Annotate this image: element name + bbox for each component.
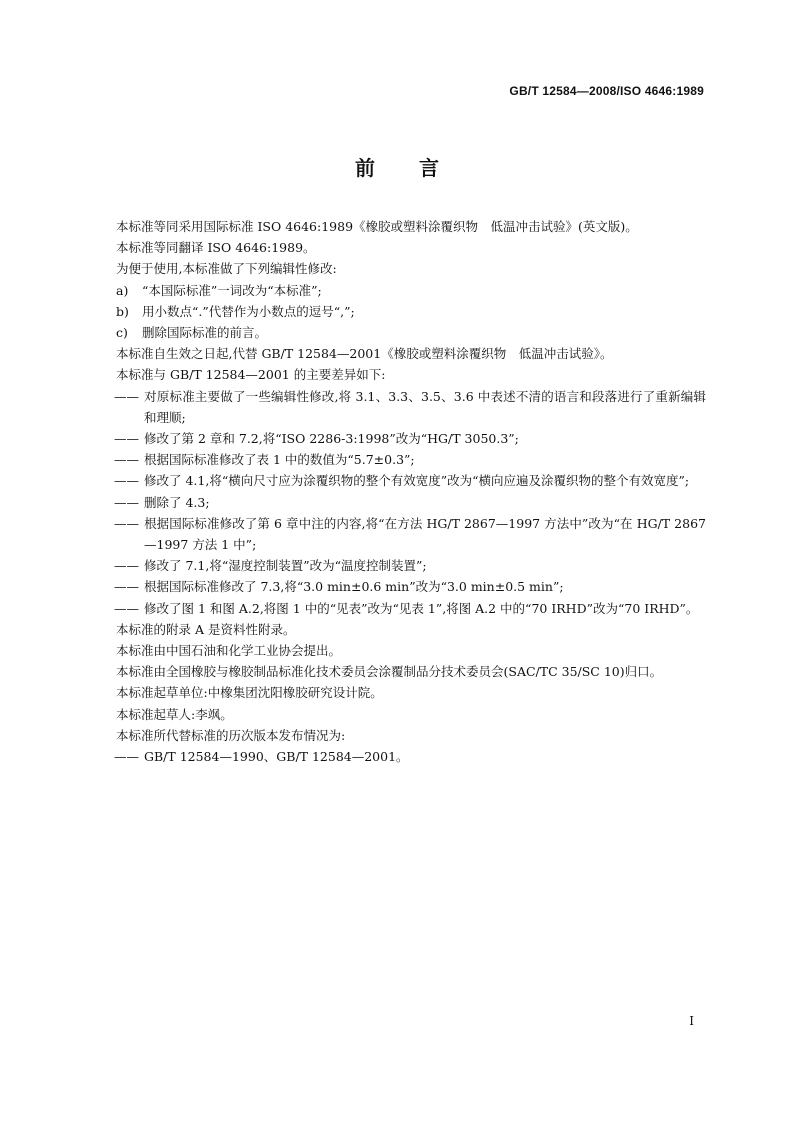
foreword-body — [90, 216, 706, 767]
paragraph-drafting-unit: 本标准起草单位:中橡集团沈阳橡胶研究设计院。 — [116, 685, 383, 701]
paragraph-drafter: 本标准起草人:李飒。 — [116, 706, 233, 722]
paragraph-history-intro: 本标准所代替标准的历次版本发布情况为: — [116, 727, 346, 743]
page-title — [0, 152, 794, 181]
title-char-2: 言 — [419, 156, 439, 180]
paragraph-committee: 本标准由全国橡胶与橡胶制品标准化技术委员会涂覆制品分技术委员会(SAC/TC 35/SC 10)归口。 — [116, 664, 663, 680]
paragraph-differences-intro: 本标准与 GB/T 12584—2001 的主要差异如下: — [116, 367, 386, 383]
difference-item: —— 根据国际标准修改了第 6 章中注的内容,将“在方法 HG/T 2867—1997 方法中”改为“在 HG/T 2867—1997 方法 1 中”; — [114, 515, 706, 553]
edit-item: b) 用小数点“.”代替作为小数点的逗号“,”; — [116, 303, 355, 319]
difference-item: —— 根据国际标准修改了 7.3,将“3.0 min±0.6 min”改为“3.0 min±0.5 min”; — [114, 579, 564, 595]
paragraph-edits-intro: 为便于使用,本标准做了下列编辑性修改: — [116, 261, 337, 277]
paragraph-translation: 本标准等同翻译 ISO 4646:1989。 — [116, 240, 316, 256]
edit-item: c) 删除国际标准的前言。 — [116, 325, 268, 341]
title-char-1: 前 — [355, 156, 375, 180]
paragraph-replacement: 本标准自生效之日起,代替 GB/T 12584—2001《橡胶或塑料涂覆织物 低温冲击试验》。 — [116, 346, 613, 362]
difference-item: —— 修改了 7.1,将“湿度控制装置”改为“温度控制装置”; — [114, 558, 427, 574]
paragraph-proposer: 本标准由中国石油和化学工业协会提出。 — [116, 643, 342, 659]
difference-item: —— 修改了第 2 章和 7.2,将“ISO 2286-3:1998”改为“HG/T 3050.3”; — [114, 431, 519, 447]
edit-item: a) “本国际标准”一词改为“本标准”; — [116, 282, 322, 298]
page-number: I — [689, 1014, 694, 1028]
difference-item: —— 删除了 4.3; — [114, 494, 210, 510]
paragraph-adoption: 本标准等同采用国际标准 ISO 4646:1989《橡胶或塑料涂覆织物 低温冲击试验》(英文版)。 — [116, 219, 638, 234]
difference-item: —— 修改了 4.1,将“横向尺寸应为涂覆织物的整个有效宽度”改为“横向应遍及涂覆织物的整个有效宽度”; — [114, 473, 690, 489]
standard-code: GB/T 12584—2008/ISO 4646:1989 — [509, 84, 704, 98]
difference-item: —— 根据国际标准修改了表 1 中的数值为“5.7±0.3”; — [114, 452, 415, 468]
history-item: —— GB/T 12584—1990、GB/T 12584—2001。 — [114, 749, 409, 765]
difference-item: —— 对原标准主要做了一些编辑性修改,将 3.1、3.3、3.5、3.6 中表述不清的语言和段落进行了重新编辑和理顺; — [114, 388, 706, 425]
paragraph-annex: 本标准的附录 A 是资料性附录。 — [116, 621, 296, 637]
difference-item: —— 修改了图 1 和图 A.2,将图 1 中的“见表”改为“见表 1”,将图 A.2 中的“70 IRHD”改为“70 IRHD”。 — [114, 600, 699, 616]
